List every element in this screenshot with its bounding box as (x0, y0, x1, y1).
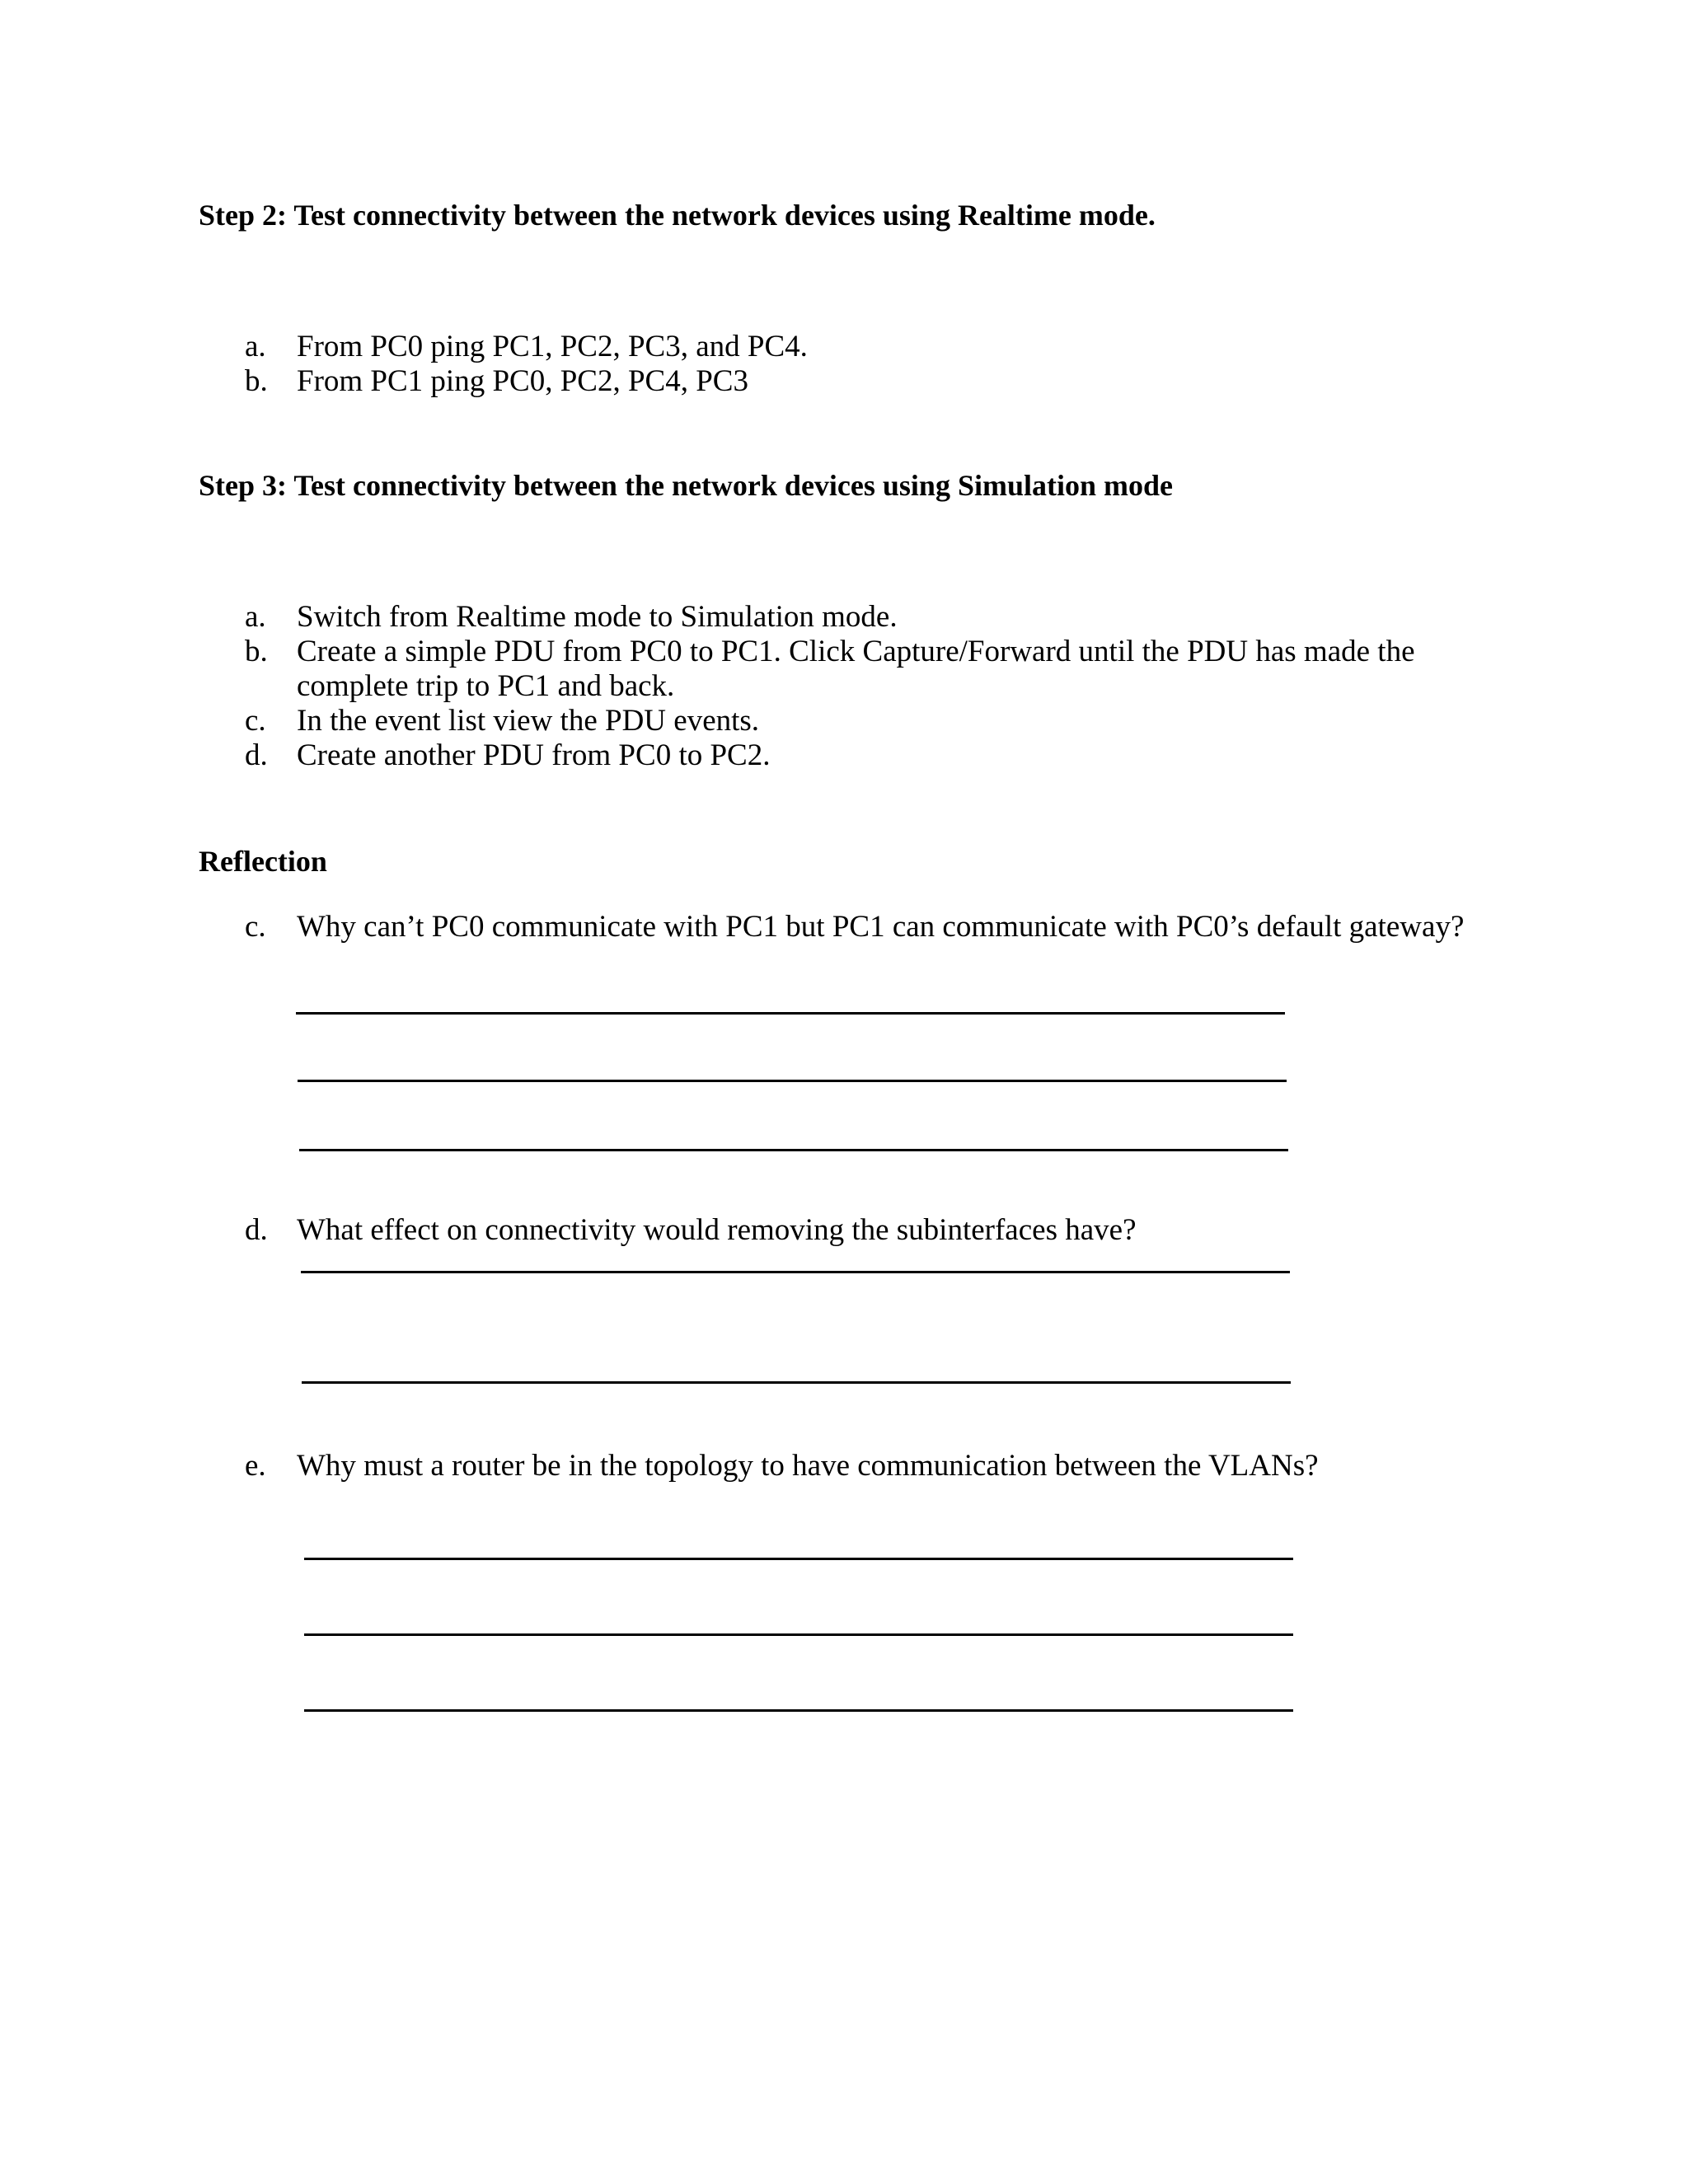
list-item-text: complete trip to PC1 and back. (297, 669, 675, 703)
answer-line[interactable] (301, 1271, 1290, 1273)
answer-line[interactable] (302, 1381, 1291, 1384)
step3-heading: Step 3: Test connectivity between the network devices using Simulation mode (199, 469, 1173, 502)
step2-heading: Step 2: Test connectivity between the network devices using Realtime mode. (199, 199, 1156, 232)
list-item-text: Create another PDU from PC0 to PC2. (297, 738, 771, 772)
answer-line[interactable] (299, 1149, 1288, 1151)
list-marker: a. (245, 600, 266, 634)
question-text: What effect on connectivity would removing the subinterfaces have? (297, 1213, 1137, 1247)
answer-line[interactable] (298, 1080, 1287, 1082)
question-text: Why must a router be in the topology to have communication between the VLANs? (297, 1449, 1319, 1483)
list-marker: d. (245, 738, 268, 772)
list-marker: b. (245, 364, 268, 398)
list-item-text: Switch from Realtime mode to Simulation mode. (297, 600, 898, 634)
answer-line[interactable] (304, 1633, 1293, 1636)
list-item-text: From PC1 ping PC0, PC2, PC4, PC3 (297, 364, 748, 398)
list-marker: c. (245, 910, 266, 944)
answer-line[interactable] (296, 1012, 1285, 1015)
list-marker: c. (245, 704, 266, 738)
list-item-text: From PC0 ping PC1, PC2, PC3, and PC4. (297, 330, 808, 363)
list-marker: a. (245, 330, 266, 363)
list-item-text: In the event list view the PDU events. (297, 704, 760, 738)
list-marker: e. (245, 1449, 266, 1483)
question-text: Why can’t PC0 communicate with PC1 but PC1 can communicate with PC0’s default gateway? (297, 910, 1465, 944)
answer-line[interactable] (304, 1558, 1293, 1560)
list-marker: b. (245, 635, 268, 668)
list-marker: d. (245, 1213, 268, 1247)
list-item-text: Create a simple PDU from PC0 to PC1. Click Capture/Forward until the PDU has made the (297, 635, 1415, 668)
reflection-heading: Reflection (199, 845, 327, 878)
answer-line[interactable] (304, 1709, 1293, 1712)
